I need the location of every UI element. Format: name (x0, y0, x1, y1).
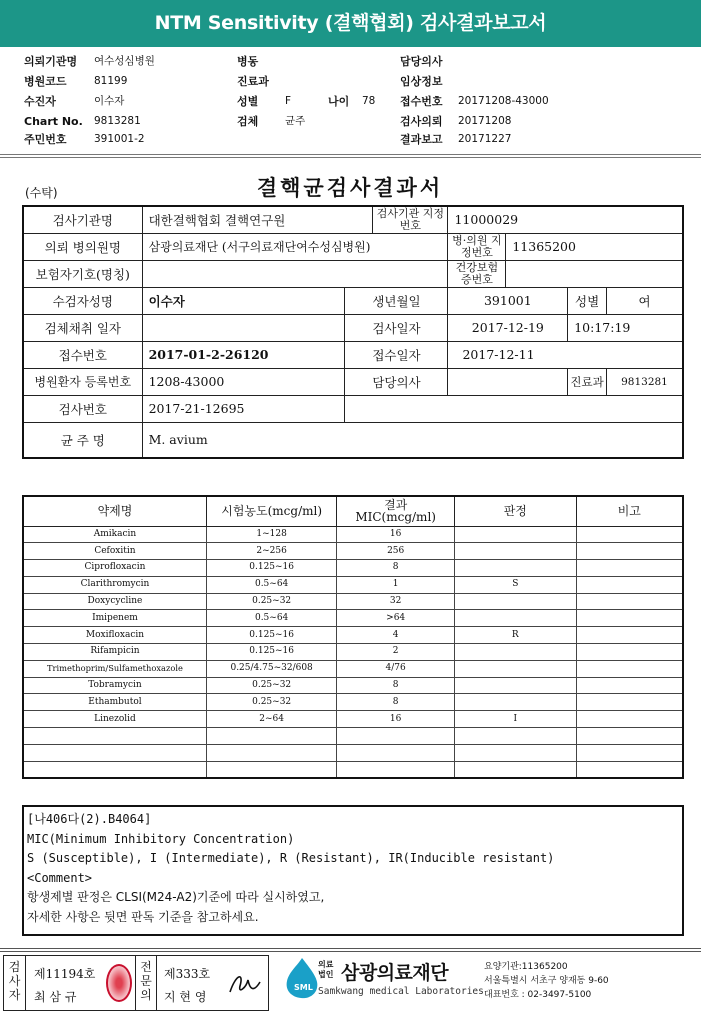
form-value (345, 395, 683, 422)
table-cell (337, 761, 455, 778)
comment-box (22, 805, 684, 936)
specialist-label: 전문의 (135, 956, 157, 1010)
info-label: 병원코드 (24, 75, 67, 88)
info-label: Chart No. (24, 115, 83, 128)
table-row (23, 526, 683, 543)
form-value: 2017-12-19 (448, 314, 568, 341)
signature-icon (226, 966, 264, 1002)
table-cell (206, 744, 336, 761)
table-row (23, 560, 683, 577)
table-cell: 4 (337, 627, 455, 644)
table-cell (454, 644, 576, 661)
table-cell (576, 560, 683, 577)
table-cell (454, 560, 576, 577)
table-cell: I (454, 711, 576, 728)
table-row (23, 644, 683, 661)
form-value: 1208-43000 (142, 368, 345, 395)
table-cell: 2~256 (206, 543, 336, 560)
table-cell (576, 644, 683, 661)
form-value: 11000029 (448, 206, 683, 233)
table-cell (576, 761, 683, 778)
table-cell: Rifampicin (23, 644, 206, 661)
divider (0, 157, 701, 158)
table-cell (576, 627, 683, 644)
form-label: 균 주 명 (23, 422, 142, 458)
info-label: 주민번호 (24, 133, 67, 146)
table-cell: 1 (337, 576, 455, 593)
form-value (142, 314, 345, 341)
info-label: 담당의사 (400, 55, 443, 68)
comment-line: 항생제별 판정은 CLSI(M24-A2)기준에 따라 실시하였고, (27, 890, 325, 904)
table-cell (576, 677, 683, 694)
receipt-tag: (수탁) (25, 186, 58, 200)
table-cell (576, 593, 683, 610)
form-label: 담당의사 (345, 368, 448, 395)
table-cell (23, 728, 206, 745)
info-row (0, 53, 701, 70)
form-label: 생년월일 (345, 287, 448, 314)
address-line: 서울특별시 서초구 양재동 9-60 (484, 976, 609, 986)
column-header: 판정 (454, 496, 576, 526)
info-value: 81199 (94, 75, 128, 87)
table-cell: 16 (337, 711, 455, 728)
table-cell: 0.25~32 (206, 593, 336, 610)
table-cell (206, 761, 336, 778)
info-value: 여수성심병원 (94, 55, 155, 67)
form-label: 접수번호 (23, 341, 142, 368)
table-cell (337, 744, 455, 761)
result-form (22, 205, 684, 459)
info-label: 임상정보 (400, 75, 443, 88)
drug-sensitivity-table (22, 495, 684, 779)
comment-line: 자세한 사항은 뒷면 판독 기준을 참고하세요. (27, 909, 259, 924)
table-cell: Moxifloxacin (23, 627, 206, 644)
form-label: 성별 (568, 287, 607, 314)
form-label: 병원환자 등록번호 (23, 368, 142, 395)
table-cell: 4/76 (337, 660, 455, 677)
form-label: 건강보험 증번호 (448, 260, 506, 287)
table-cell: Trimethoprim/Sulfamethoxazole (23, 660, 206, 677)
comment-line: [나406다(2).B4064] (27, 812, 152, 826)
table-row (23, 728, 683, 745)
seal-icon (106, 964, 132, 1002)
company-english-name: Samkwang medical Laboratories (318, 986, 484, 997)
table-cell (454, 610, 576, 627)
table-cell: 0.125~16 (206, 644, 336, 661)
form-label: 접수일자 (345, 341, 448, 368)
table-cell (576, 728, 683, 745)
form-value (448, 368, 568, 395)
table-cell: Tobramycin (23, 677, 206, 694)
table-cell: 32 (337, 593, 455, 610)
form-value: 2017-01-2-26120 (142, 341, 345, 368)
info-value: 이수자 (94, 95, 125, 107)
form-value: 대한결핵협회 결핵연구원 (142, 206, 373, 233)
form-label: 검사기관명 (23, 206, 142, 233)
table-cell: 0.25/4.75~32/608 (206, 660, 336, 677)
drug-table-body (23, 526, 683, 778)
table-row (23, 677, 683, 694)
table-cell: Doxycycline (23, 593, 206, 610)
info-row (0, 73, 701, 90)
info-row (0, 113, 701, 130)
table-cell (576, 711, 683, 728)
table-cell: Clarithromycin (23, 576, 206, 593)
specialist-name: 지 현 영 (164, 990, 207, 1004)
info-label: 검체 (237, 115, 259, 128)
divider (0, 154, 701, 155)
info-label: 결과보고 (400, 133, 443, 146)
table-cell (576, 744, 683, 761)
table-cell (454, 728, 576, 745)
column-header: 시험농도(mcg/ml) (206, 496, 336, 526)
table-cell: >64 (337, 610, 455, 627)
table-row (23, 711, 683, 728)
table-cell (454, 526, 576, 543)
info-label: 성별 (237, 95, 259, 108)
form-value: 391001 (448, 287, 568, 314)
column-header: 비고 (576, 496, 683, 526)
table-cell (454, 677, 576, 694)
table-row (23, 576, 683, 593)
form-label: 검사번호 (23, 395, 142, 422)
table-cell: 8 (337, 677, 455, 694)
address-line: 요양기관:11365200 (484, 962, 568, 972)
report-header: NTM Sensitivity (결핵협회) 검사결과보고서 (0, 0, 701, 47)
table-cell: 0.125~16 (206, 627, 336, 644)
table-cell: 0.5~64 (206, 610, 336, 627)
address-line: 대표번호 : 02-3497-5100 (484, 990, 592, 1000)
table-cell: 0.25~32 (206, 677, 336, 694)
table-cell (454, 593, 576, 610)
table-cell: 2 (337, 644, 455, 661)
examiner-license: 제11194호 (34, 967, 96, 981)
info-value: 20171208 (458, 115, 512, 127)
table-cell (454, 543, 576, 560)
form-value: 삼광의료재단 (서구의료재단여수성심병원) (142, 233, 448, 260)
table-cell: 16 (337, 526, 455, 543)
table-cell: S (454, 576, 576, 593)
table-row (23, 660, 683, 677)
info-row (0, 131, 701, 148)
info-label: 병동 (237, 55, 259, 68)
info-value: 20171208-43000 (458, 95, 549, 107)
form-value: 이수자 (142, 287, 345, 314)
table-row (23, 610, 683, 627)
request-info (0, 50, 701, 150)
form-value (142, 260, 448, 287)
info-value: 391001-2 (94, 133, 145, 145)
table-cell (454, 744, 576, 761)
table-cell (576, 526, 683, 543)
table-cell: 0.125~16 (206, 560, 336, 577)
form-label: 수검자성명 (23, 287, 142, 314)
signature-block (3, 955, 269, 1011)
examiner-name: 최 삼 규 (34, 990, 77, 1004)
table-header-row (23, 496, 683, 526)
table-cell: 0.25~32 (206, 694, 336, 711)
form-label: 진료과 (568, 368, 607, 395)
info-value: 78 (362, 95, 376, 107)
table-cell (576, 694, 683, 711)
info-value: 20171227 (458, 133, 512, 145)
table-cell: Cefoxitin (23, 543, 206, 560)
table-row (23, 543, 683, 560)
table-cell: 256 (337, 543, 455, 560)
info-label: 진료과 (237, 75, 269, 88)
table-cell: 0.5~64 (206, 576, 336, 593)
form-value (506, 260, 683, 287)
info-label: 검사의뢰 (400, 115, 443, 128)
table-cell (206, 728, 336, 745)
info-label: 나이 (328, 95, 350, 108)
form-value: 2017-12-11 (448, 341, 683, 368)
table-row (23, 761, 683, 778)
form-label: 검체채취 일자 (23, 314, 142, 341)
table-cell: 2~64 (206, 711, 336, 728)
table-cell: R (454, 627, 576, 644)
table-row (23, 694, 683, 711)
form-value: 여 (606, 287, 683, 314)
table-cell (576, 576, 683, 593)
table-cell (576, 543, 683, 560)
table-cell (337, 728, 455, 745)
divider (0, 951, 701, 952)
table-cell: Ciprofloxacin (23, 560, 206, 577)
form-value: 2017-21-12695 (142, 395, 345, 422)
form-label: 보험자기호(명칭) (23, 260, 142, 287)
table-cell (23, 744, 206, 761)
table-row (23, 744, 683, 761)
info-value: 9813281 (94, 115, 141, 127)
examiner-label: 검사자 (4, 956, 26, 1010)
table-cell (23, 761, 206, 778)
divider (0, 948, 701, 949)
table-cell: Ethambutol (23, 694, 206, 711)
form-value: 10:17:19 (568, 314, 683, 341)
table-cell (454, 761, 576, 778)
company-name: 삼광의료재단 (341, 962, 449, 984)
svg-text:SML: SML (294, 983, 313, 992)
info-label: 접수번호 (400, 95, 443, 108)
table-row (23, 627, 683, 644)
table-cell: Amikacin (23, 526, 206, 543)
info-label: 수진자 (24, 95, 56, 108)
table-row (23, 593, 683, 610)
comment-line: MIC(Minimum Inhibitory Concentration) (27, 831, 295, 846)
info-value: 균주 (285, 115, 306, 127)
column-header: 약제명 (23, 496, 206, 526)
company-logo-icon (283, 956, 321, 1000)
form-value: 11365200 (506, 233, 683, 260)
table-cell: Imipenem (23, 610, 206, 627)
specialist-license: 제333호 (164, 967, 211, 981)
table-cell: 8 (337, 560, 455, 577)
company-address (484, 960, 609, 1002)
form-label: 병·의원 지정번호 (448, 233, 506, 260)
table-cell (576, 610, 683, 627)
form-value: 9813281 (606, 368, 683, 395)
document-title: 결핵균검사결과서 (256, 175, 444, 200)
table-cell: Linezolid (23, 711, 206, 728)
info-value: F (285, 95, 292, 107)
company-type: 의료법인 (318, 960, 334, 979)
table-cell (454, 694, 576, 711)
table-cell (576, 660, 683, 677)
comment-line: S (Susceptible), I (Intermediate), R (Resistant), IR(Inducible resistant) (27, 851, 555, 865)
table-cell: 8 (337, 694, 455, 711)
form-value: M. avium (142, 422, 683, 458)
form-label: 검사일자 (345, 314, 448, 341)
info-row (0, 93, 701, 110)
form-label: 검사기관 지정번호 (373, 206, 448, 233)
table-cell (454, 660, 576, 677)
info-label: 의뢰기관명 (24, 55, 78, 68)
column-header: 결과 MIC(mcg/ml) (337, 496, 455, 526)
table-cell: 1~128 (206, 526, 336, 543)
comment-line: <Comment> (27, 870, 93, 885)
form-label: 의뢰 병의원명 (23, 233, 142, 260)
